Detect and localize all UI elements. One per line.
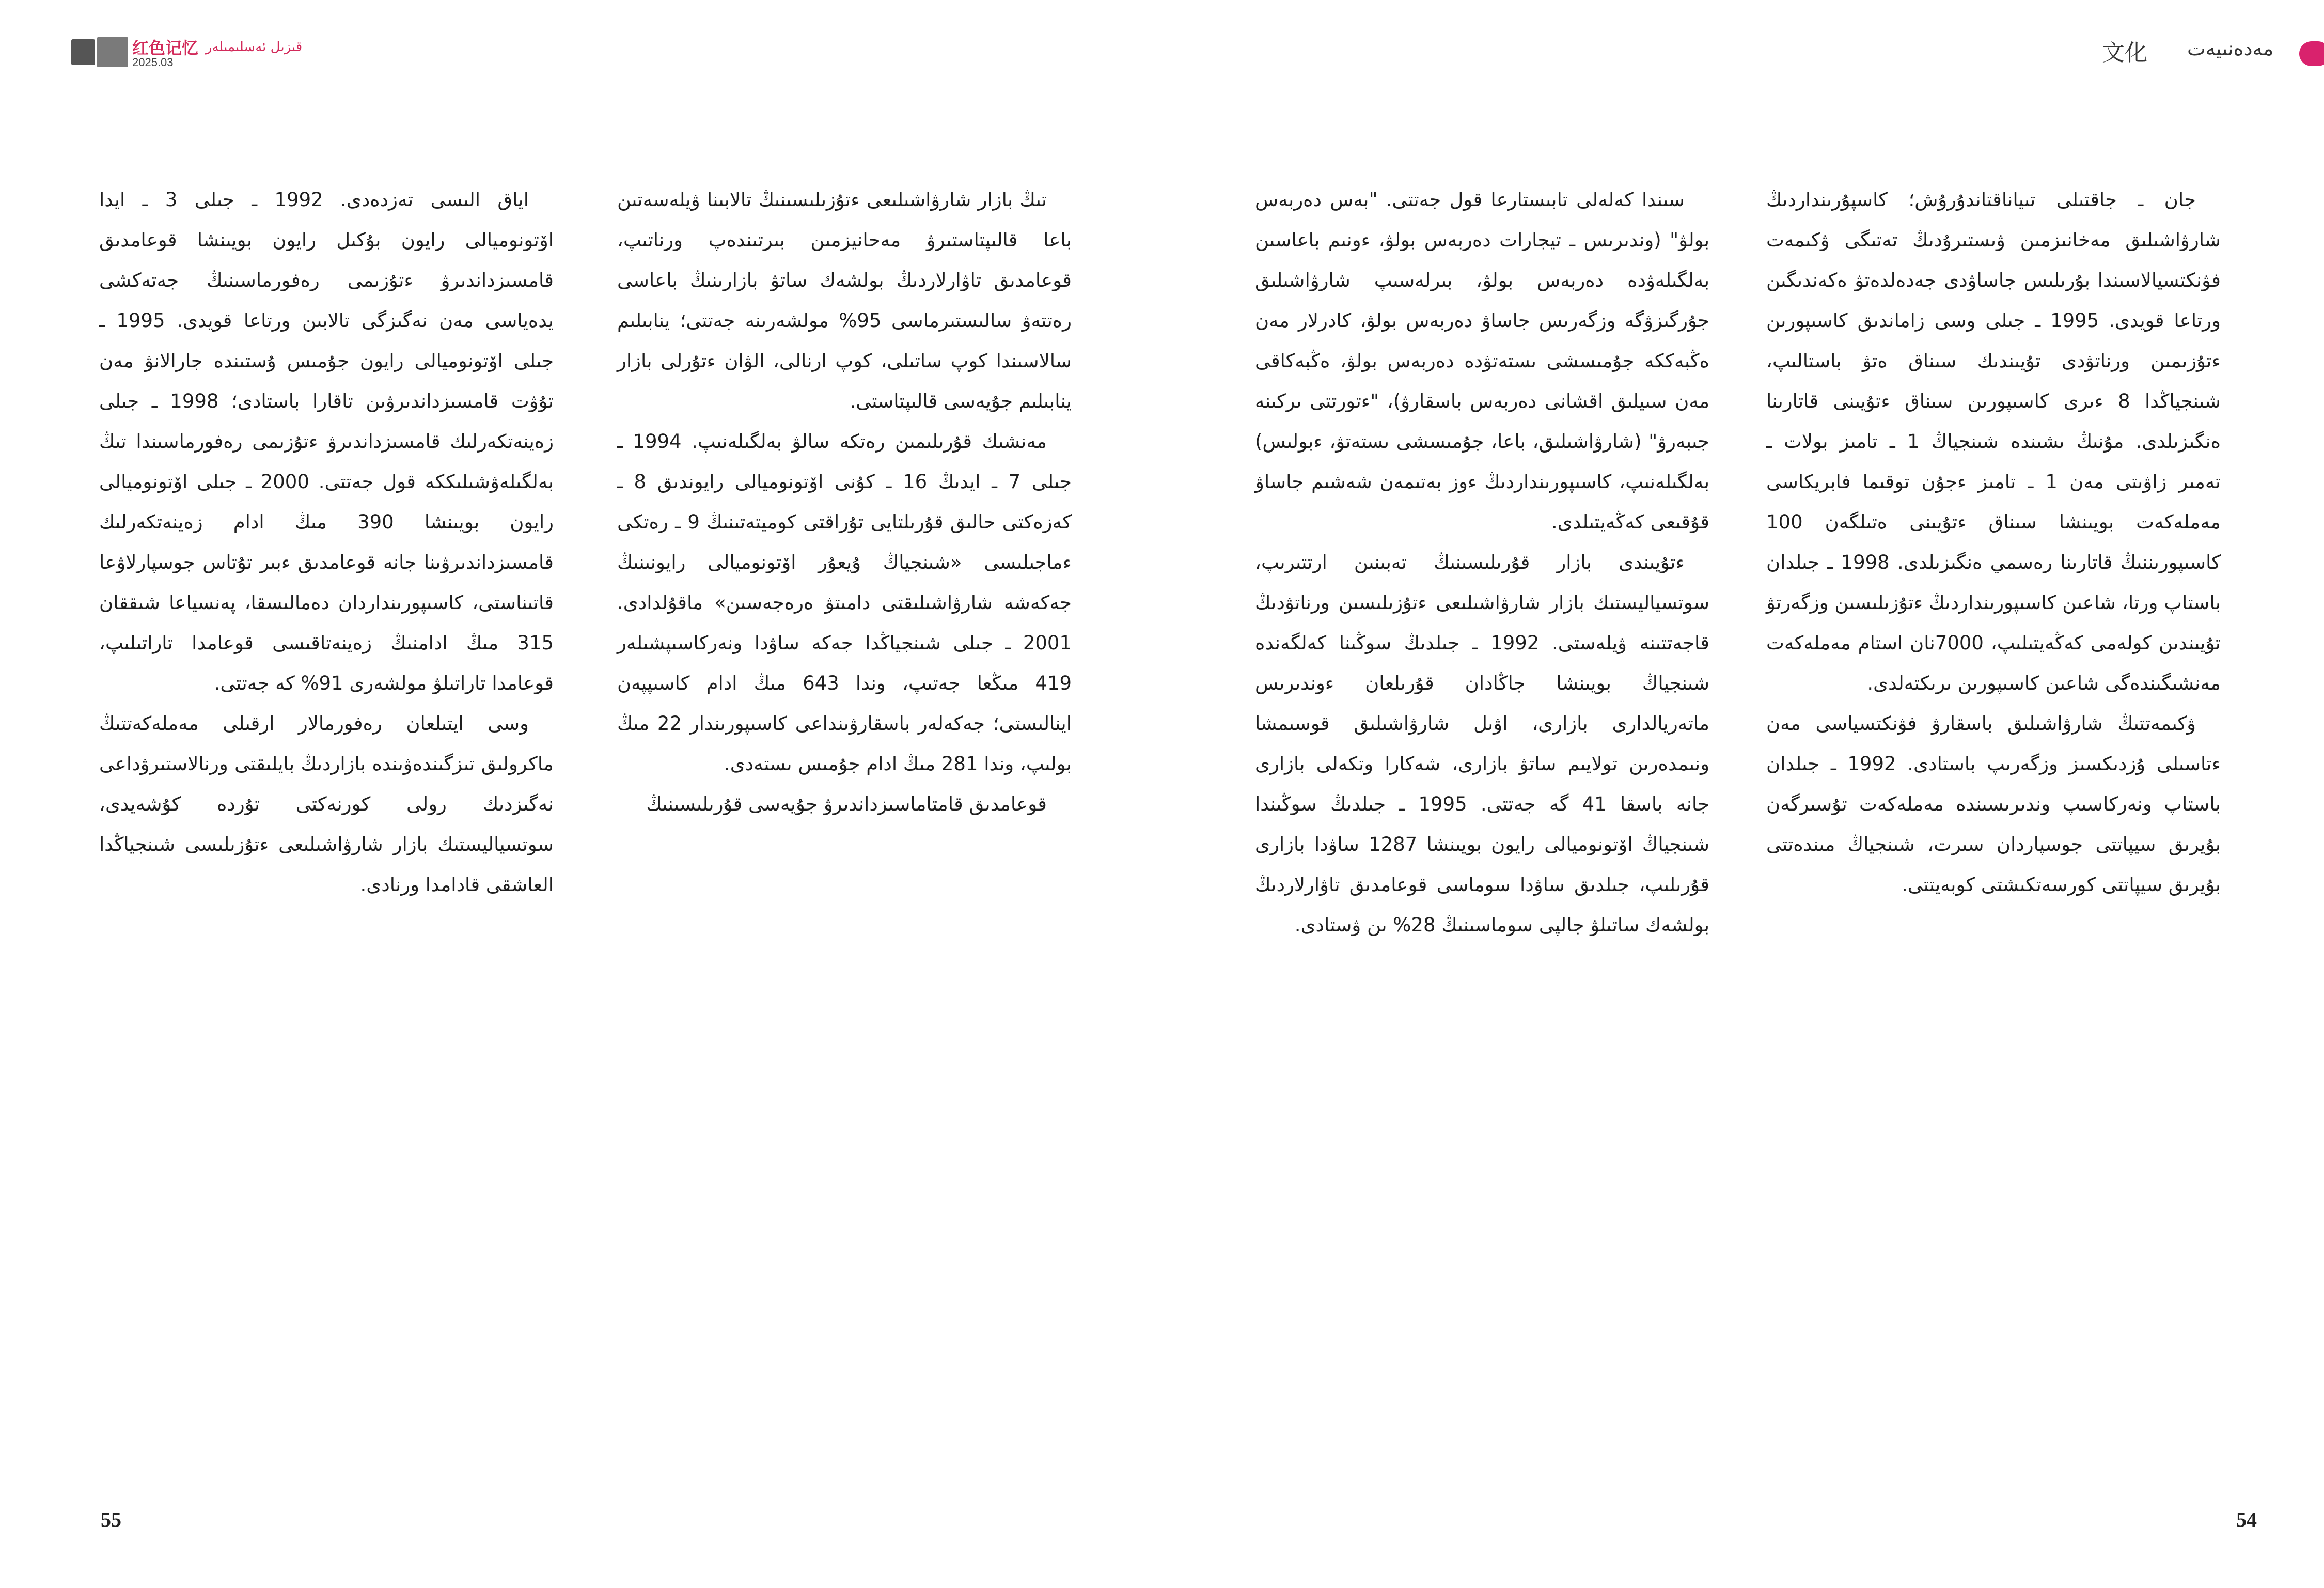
- page-number-right: 54: [2236, 1508, 2257, 1531]
- page-number-left: 55: [101, 1508, 121, 1531]
- paragraph: وسى ايتىلعان رەفورمالار ارقىلى مەملەكەتتىڭ ماكرولىق تىزگىندەۋىندە بازاردىڭ بايلىقتى ورنالاستىرۋداعى نەگىزدىك رولى كورنەكتى تۇردە كۇشەيدى، سوتسياليستىك بازار شارۋاشىلىعى ءتۇزىلىسى شىنجياڭدا العاشقى قادامدا ورنادى.: [99, 712, 554, 896]
- magazine-logo-icon: [71, 39, 95, 65]
- section-marker-icon: [2299, 41, 2324, 66]
- text-column-4: [99, 180, 554, 905]
- paragraph: ۋكىمەتتىڭ شارۋاشىلىق باسقارۋ فۋنكتسياسى مەن ءتاسىلى ۇزدىكسىز وزگەرىپ باستادى. 1992 ـ جىلدان باستاپ ونەركاسىپ وندىرىسىندە مەملەكەت تۇسىرگەن بۇيرىق سيپاتتى جوسپاردان سىرت، شىنجياڭ مىندەتتى بۇيرىق سيپاتتى كورسەتكىشتى كوبەيتتى.: [1766, 712, 2221, 896]
- magazine-logo-text-block: [97, 37, 128, 67]
- text-column-3: [617, 180, 1072, 824]
- text-column-1: [1766, 180, 2221, 905]
- issue-date: 2025.03: [132, 56, 174, 69]
- paragraph: اياق الىسى تەزدەدى. 1992 ـ جىلى 3 ـ ايدا اۆتونوميالى رايون بۇكىل رايون بويىنشا قوعامدىق قامسىزداندىرۋ ءتۇزىمى رەفورماسىنىڭ جەتەكشى يدەياسى مەن نەگىزگى تالابىن ورتاعا قويدى. 1995 ـ جىلى اۆتونوميالى رايون جۇمىس ۇستىندە جارالانۋ مەن تۇۋت قامسىزداندىرۋىن تاقارا باستادى؛ 1998 ـ جىلى زەينەتكەرلىك قامسىزداندىرۋ ءتۇزىمى رەفورماسىندا تىڭ بەلگىلەۋشىلىككە قول جەتتى. 2000 ـ جىلى اۆتونوميالى رايون بويىنشا 390 مىڭ ادام زەينەتكەرلىك قامسىزداندىرۋىنا جانە قوعامدىق ءبىر تۇتاس جوسپارلاۋعا قاتىناستى، كاسىپورىنداردان دەمالىسقا، پەنسياعا شىققان 315 مىڭ ادامنىڭ زەينەتاقىسى قوعامدا تاراتىلىپ، قوعامدا تاراتىلۋ مولشەرى 91% كە جەتتى.: [99, 189, 554, 694]
- paragraph: جان ـ جاقتىلى تىياناقتاندۇرۇش؛ كاسپۇرىنداردىڭ شارۋاشىلىق مەخانىزمىن ۋىستىرۇدىڭ تەتىگى ۋكىمەت فۋنكتسيالاسىندا بۇرىلىس جاساۋدى جەدەلدەتۋ ەكەندىگىن ورتاعا قويدى. 1995 ـ جىلى وسى زاماندىق كاسىپورىن ءتۇزىمىن ورناتۋدى تۇيىندىك سىناق ەتۋ باستالىپ، شىنجياڭدا 8 ءىرى كاسىپورىن سىناق ءتۇيىنى قاتارىنا ەنگىزىلدى. مۇنىڭ ىشىندە شىنجياڭ 1 ـ تامىز بولات ـ تەمىر زاۋىتى مەن 1 ـ تامىز ءجۇن توقىما فابريكاسى مەملەكەت بويىنشا سىناق ءتۇيىنى ەتىلگەن 100 كاسىپورىننىڭ قاتارىنا رەسمي ەنگىزىلدى. 1998 ـ جىلدان باستاپ ورتا، شاعىن كاسىپورىنداردىڭ ءتۇزىلىسىن وزگەرتۋ تۇيىندىن كولەمى كەڭەيتىلىپ، 7000نان استام مەملەكەت مەنشىگىندەگى شاعىن كاسىپورىن ىرىكتەلدى.: [1766, 189, 2221, 694]
- text-column-2: [1255, 180, 1709, 945]
- paragraph: مەنشىك قۇرىلىمىن رەتكە سالۋ بەلگىلەنىپ. 1994 ـ جىلى 7 ـ ايدىڭ 16 ـ كۇنى اۆتونوميالى رايوندىق 8 ـ كەزەكتى حالىق قۇرىلتايى تۇراقتى كوميتەتىنىڭ 9 ـ رەتكى ءماجىلىسى «شىنجياڭ ۇيعۇر اۆتونوميالى رايونىنىڭ جەكەشە شارۋاشىلىقتى دامىتۋ ەرەجەسىن» ماقۇلدادى. 2001 ـ جىلى شىنجياڭدا جەكە ساۋدا ونەركاسىپشىلەر 419 مىڭعا جەتىپ، وندا 643 مىڭ ادام كاسىپپەن اينالىستى؛ جەكەلەر باسقارۋىنداعى كاسىپورىندار 22 مىڭ بولىپ، وندا 281 مىڭ ادام جۇمىس ىستەدى.: [617, 430, 1072, 775]
- section-label-uyghur: مەدەنىيەت: [2187, 37, 2274, 60]
- section-label-chinese: 文化: [2102, 40, 2147, 66]
- paragraph: ءتۇيىندى بازار قۇرىلىسىنىڭ تەبىنىن ارتتىرىپ، سوتسياليستىك بازار شارۋاشىلىعى ءتۇزىلىسىن ورناتۋدىڭ قاجەتتىنە ۋيلەستى. 1992 ـ جىلدىڭ سوڭىنا كەلگەندە شىنجياڭ بويىنشا جاڭادان قۇرىلعان ءوندىرىس ماتەريالدارى بازارى، اۋىل شارۋاشىلىق قوسىمشا ونىمدەرىن تولايىم ساتۋ بازارى، شەكارا وتكەلى بازارى جانە باسقا 41 گە جەتتى. 1995 ـ جىلدىڭ سوڭىندا شىنجياڭ اۆتونوميالى رايون بويىنشا 1287 ساۋدا بازارى قۇرىلىپ، جىلدىق ساۋدا سوماسى قوعامدىق تاۋارلاردىڭ بولشەك ساتىلۋ جالپى سوماسىنىڭ 28% ىن ۋستادى.: [1255, 551, 1710, 936]
- section-title-chinese: 红色记忆: [132, 38, 199, 58]
- paragraph: قوعامدىق قامتاماسىزداندىرۋ جۇيەسى قۇرىلىسىنىڭ: [646, 793, 1047, 815]
- section-title-uyghur: قىزىل ئەسلىمىلەر: [206, 39, 303, 55]
- paragraph: سىندا كەلەلى تابىستارعا قول جەتتى. "بەس دەربەس بولۋ" (وندىرىس ـ تيجارات دەربەس بولۋ، ءونىم باعاسىن بەلگىلەۋدە دەربەس بولۋ، بىرلەسىپ شارۋاشىلىق جۇرگىزۋگە وزگەرىس جاساۋ دەربەس بولۋ، كادرلار مەن ەڭبەككە جۇمىسشى ىستەتۋدە دەربەس بولۋ، ەڭبەكاقى مەن سىيلىق اقشانى دەربەس باسقارۋ)، "ءتورتتى ىركىنە جىبەرۋ" (شارۋاشىلىق، باعا، جۇمىسشى ىستەتۋ، ءبولىس) بەلگىلەنىپ، كاسىپورىنداردىڭ ءوز بەتىمەن شەشىم جاساۋ قۇقىعى كەڭەيتىلدى.: [1255, 189, 1709, 533]
- paragraph: تىڭ بازار شارۋاشىلىعى ءتۇزىلىسىنىڭ تالابىنا ۋيلەسەتىن باعا قالىپتاستىرۋ مەحانيزمىن بىرتىندەپ ورناتىپ، قوعامدىق تاۋارلاردىڭ بولشەك ساتۋ بازارىنىڭ باعاسى رەتتەۋ سالىستىرماسى 95% مولشەرىنە جەتتى؛ ينابىلىم سالاسىندا كوپ ساتىلى، كوپ ارنالى، الۋان ءتۇرلى بازار ينابىلىم جۇيەسى قالىپتاستى.: [617, 189, 1072, 412]
